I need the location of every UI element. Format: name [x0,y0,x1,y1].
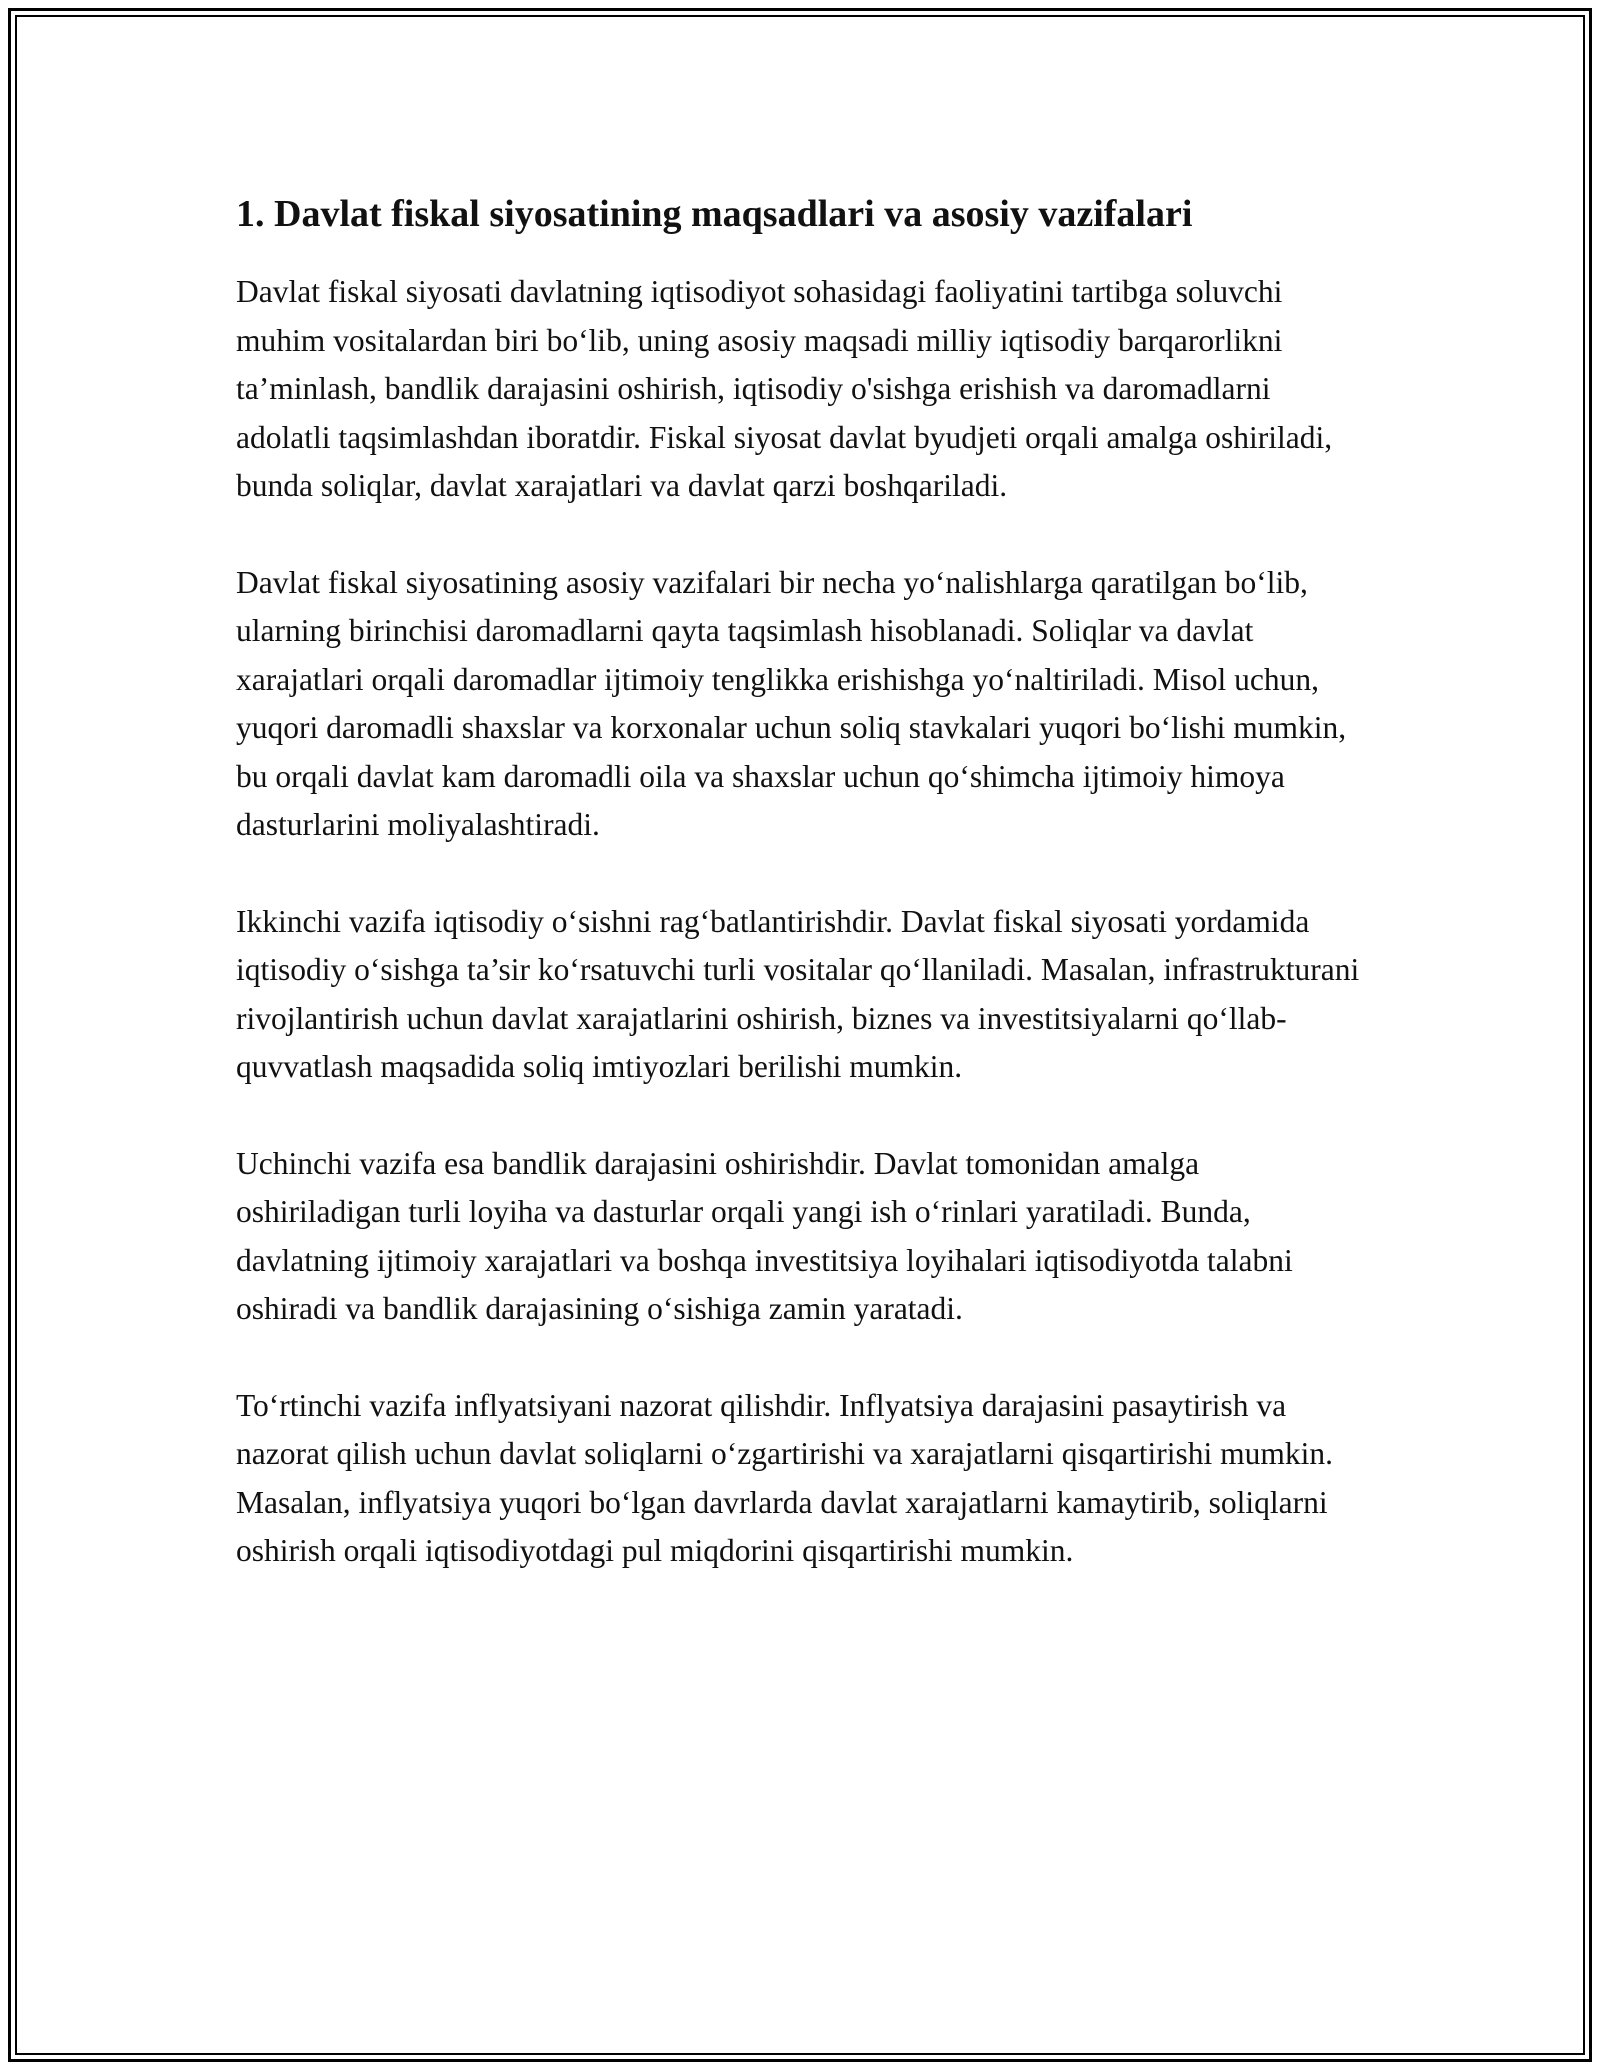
paragraph-growth: Ikkinchi vazifa iqtisodiy o‘sishni rag‘batlantirishdir. Davlat fiskal siyosati yordamida iqtisodiy o‘sishga ta’sir ko‘rsatuvchi turli vositalar qo‘llaniladi. Masalan, infrastrukturani rivojlantirish uchun davlat xarajatlarini oshirish, biznes va investitsiyalarni qo‘llab-quvvatlash maqsadida soliq imtiyozlari berilishi mumkin. [236,903,1360,1084]
paragraph-employment: Uchinchi vazifa esa bandlik darajasini oshirishdir. Davlat tomonidan amalga oshiriladigan turli loyiha va dasturlar orqali yangi ish o‘rinlari yaratiladi. Bunda, davlatning ijtimoiy xarajatlari va boshqa investitsiya loyihalari iqtisodiyotda talabni oshiradi va bandlik darajasining o‘sishiga zamin yaratadi. [236,1145,1293,1326]
document-body [236,188,1366,1624]
paragraph-redistribution: Davlat fiskal siyosatining asosiy vazifalari bir necha yo‘nalishlarga qaratilgan bo‘lib, ularning birinchisi daromadlarni qayta taqsimlash hisoblanadi. Soliqlar va davlat xarajatlari orqali daromadlar ijtimoiy tenglikka erishishga yo‘naltiriladi. Misol uchun, yuqori daromadli shaxslar va korxonalar uchun soliq stavkalari yuqori bo‘lishi mumkin, bu orqali davlat kam daromadli oila va shaxslar uchun qo‘shimcha ijtimoiy himoya dasturlarini moliyalashtiradi. [236,564,1347,842]
paragraph-inflation: To‘rtinchi vazifa inflyatsiyani nazorat qilishdir. Inflyatsiya darajasini pasaytirish va nazorat qilish uchun davlat soliqlarni o‘zgartirishi va xarajatlarni qisqartirishi mumkin. Masalan, inflyatsiya yuqori bo‘lgan davrlarda davlat xarajatlarni kamaytirib, soliqlarni oshirish orqali iqtisodiyotdagi pul miqdorini qisqartirishi mumkin. [236,1387,1333,1568]
section-heading: 1. Davlat fiskal siyosatining maqsadlari va asosiy vazifalari [236,193,1193,235]
paragraph-intro: Davlat fiskal siyosati davlatning iqtisodiyot sohasidagi faoliyatini tartibga soluvchi muhim vositalardan biri bo‘lib, uning asosiy maqsadi milliy iqtisodiy barqarorlikni ta’minlash, bandlik darajasini oshirish, iqtisodiy o'sishga erishish va daromadlarni adolatli taqsimlashdan iboratdir. Fiskal siyosat davlat byudjeti orqali amalga oshiriladi, bunda soliqlar, davlat xarajatlari va davlat qarzi boshqariladi. [236,274,1333,503]
